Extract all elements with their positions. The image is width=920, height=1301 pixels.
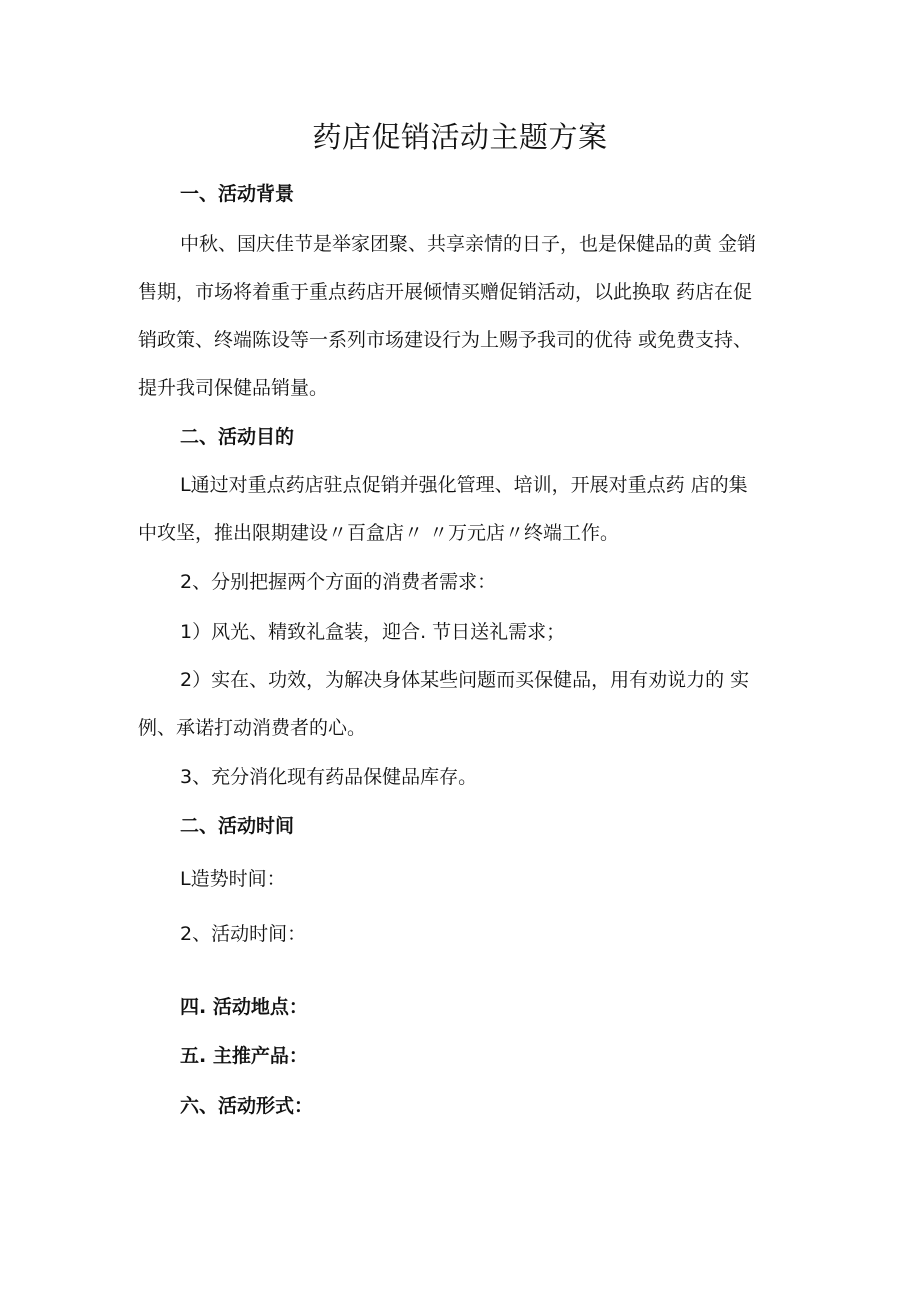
paragraph-line: 例、承诺打动消费者的心。 bbox=[138, 717, 367, 739]
paragraph-line: 中攻坚，推出限期建设〃百盒店〃 〃万元店〃终端工作。 bbox=[138, 522, 620, 544]
paragraph-line: 销政策、终端陈设等一系列市场建设行为上赐予我司的优待 或免费支持、 bbox=[138, 329, 753, 351]
section-heading-location: 四. 活动地点： bbox=[180, 996, 308, 1018]
section-heading-time: 二、活动时间 bbox=[180, 815, 295, 837]
paragraph-line: 1）风光、精致礼盒装，迎合. 节日送礼需求； bbox=[180, 621, 566, 643]
paragraph-line: L造势时间： bbox=[180, 868, 286, 890]
section-heading-purpose: 二、活动目的 bbox=[180, 426, 295, 448]
section-heading-product: 五. 主推产品： bbox=[180, 1045, 308, 1067]
paragraph-line: 售期，市场将着重于重点药店开展倾情买赠促销活动，以此换取 药店在促 bbox=[138, 281, 753, 303]
paragraph-line: 2、分别把握两个方面的消费者需求： bbox=[180, 571, 497, 593]
document-title: 药店促销活动主题方案 bbox=[312, 120, 608, 154]
paragraph-line: L通过对重点药店驻点促销并强化管理、培训，开展对重点药 店的集 bbox=[180, 474, 748, 496]
paragraph-line: 3、充分消化现有药品保健品库存。 bbox=[180, 766, 478, 788]
paragraph-line: 2、活动时间： bbox=[180, 923, 307, 945]
paragraph-line: 2）实在、功效，为解决身体某些问题而买保健品，用有劝说力的 实 bbox=[180, 669, 750, 691]
section-heading-format: 六、活动形式： bbox=[180, 1095, 314, 1117]
paragraph-line: 提升我司保健品销量。 bbox=[138, 377, 329, 399]
section-heading-background: 一、活动背景 bbox=[180, 183, 295, 205]
paragraph-line: 中秋、国庆佳节是举家团聚、共享亲情的日子，也是保健品的黄 金销 bbox=[180, 233, 757, 255]
